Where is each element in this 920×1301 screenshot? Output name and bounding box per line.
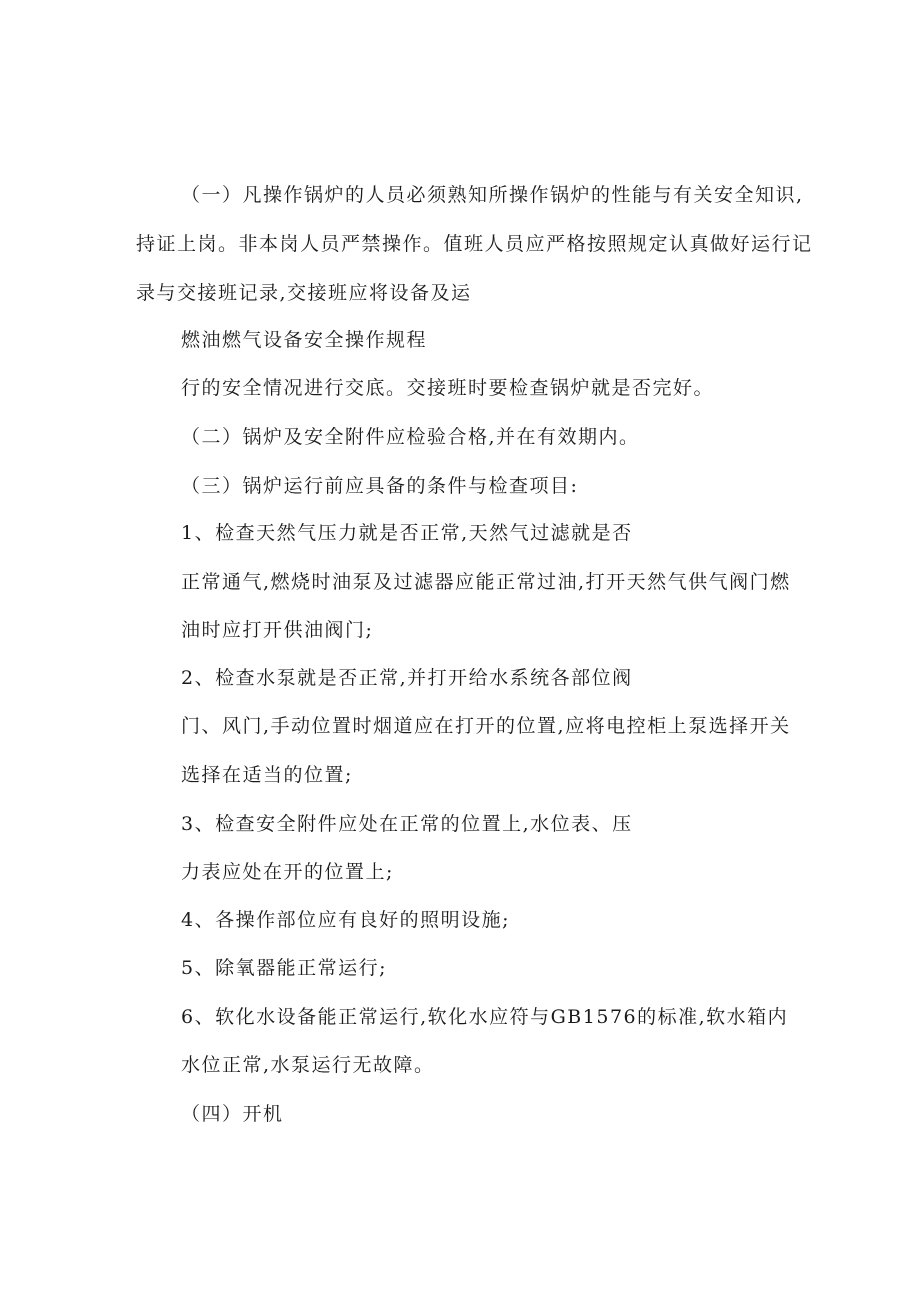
item-2-line-3: 选择在适当的位置; <box>181 764 353 786</box>
item-1-line-1: 1、检查天然气压力就是否正常,天然气过滤就是否 <box>181 522 633 544</box>
item-6-line-1: 6、软化水设备能正常运行,软化水应符与GB1576的标准,软水箱内 <box>181 1006 789 1028</box>
section-4-heading: （四）开机 <box>181 1103 284 1125</box>
document-title: 燃油燃气设备安全操作规程 <box>181 329 428 351</box>
item-6-line-2: 水位正常,水泵运行无故障。 <box>181 1054 435 1076</box>
item-2-line-2: 门、风门,手动位置时烟道应在打开的位置,应将电控柜上泵选择开关 <box>181 715 791 737</box>
item-1-line-3: 油时应打开供油阀门; <box>181 619 374 641</box>
paragraph-1-line-3: 录与交接班记录,交接班应将设备及运 <box>136 282 472 304</box>
section-3-heading: （三）锅炉运行前应具备的条件与检查项目: <box>181 475 579 497</box>
item-5: 5、除氧器能正常运行; <box>181 957 387 979</box>
item-4: 4、各操作部位应有良好的照明设施; <box>181 909 510 931</box>
item-2-line-1: 2、检查水泵就是否正常,并打开给水系统各部位阀 <box>181 667 633 689</box>
paragraph-1-line-4: 行的安全情况进行交底。交接班时要检查锅炉就是否完好。 <box>181 377 715 399</box>
paragraph-1-line-1: （一）凡操作锅炉的人员必须熟知所操作锅炉的性能与有关安全知识, <box>181 184 804 206</box>
item-1-line-2: 正常通气,燃烧时油泵及过滤器应能正常过油,打开天然气供气阀门燃 <box>181 571 791 593</box>
section-2: （二）锅炉及安全附件应检验合格,并在有效期内。 <box>181 426 640 448</box>
paragraph-1-line-2: 持证上岗。非本岗人员严禁操作。值班人员应严格按照规定认真做好运行记 <box>136 233 813 255</box>
item-3-line-1: 3、检查安全附件应处在正常的位置上,水位表、压 <box>181 813 633 835</box>
item-3-line-2: 力表应处在开的位置上; <box>181 861 394 883</box>
